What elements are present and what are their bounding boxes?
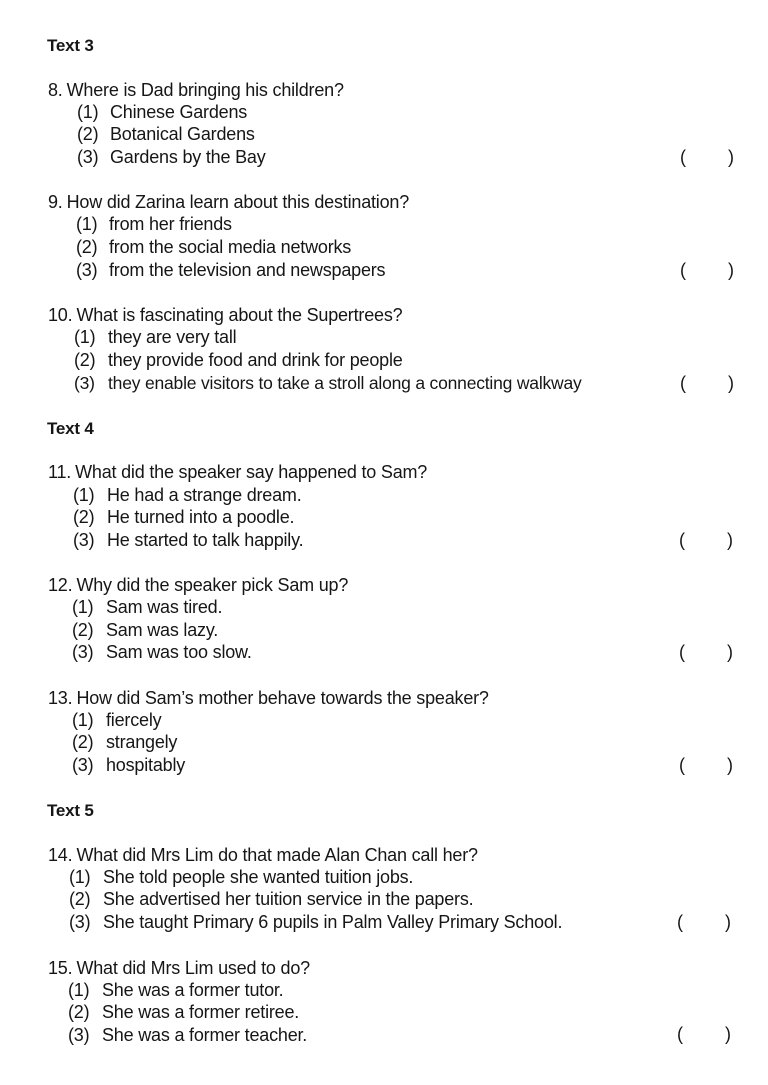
answer-bracket[interactable]: ( ) — [679, 642, 733, 662]
answer-bracket[interactable]: ( ) — [679, 530, 733, 550]
question-number: 14. — [48, 845, 73, 865]
question-line — [48, 957, 310, 979]
question-text: How did Sam’s mother behave towards the speaker? — [76, 688, 489, 708]
question-line — [48, 844, 478, 866]
answer-bracket[interactable]: ( ) — [679, 755, 733, 775]
question-number: 15. — [48, 958, 73, 978]
question-number: 13. — [48, 688, 73, 708]
question-number: 8. — [48, 80, 63, 100]
question-text: What is fascinating about the Supertrees? — [76, 305, 403, 325]
question-text: Why did the speaker pick Sam up? — [76, 575, 349, 595]
section-heading: Text 3 — [47, 36, 94, 55]
question-line — [48, 574, 348, 596]
question-text: What did Mrs Lim used to do? — [76, 958, 310, 978]
answer-bracket[interactable]: ( ) — [680, 373, 734, 393]
worksheet-page: Text 3 8. Where is Dad bringing his children? (1) Chinese Gardens (2) Botanical Gardens (3) Gardens by the Bay ( ) 9. How did Zarina learn about this destination? (1) from her friends (2) from the social media networks (3) from the television and newspapers ( ) 10. What is fascinating about the Supertrees? (1) they are very tall (2) they provide food and drink for people (3) they enable visitors to take a stroll along a connecting walkway ( ) Text 4 11. What did the speaker say happened to Sam? (1) He had a strange dream. (2) He turned into a poodle. (3) He started to talk happily. ( ) 12. Why did the speaker pick Sam up? (1) Sam was tired. (2) Sam was lazy. (3) Sam was too slow. ( ) 13. How did Sam’s mother behave towards the speaker? (1) fiercely (2) strangely (3) hospitably ( ) Text 5 14. What did Mrs Lim do that made Alan Chan call her? (1) She told people she wanted tuition jobs. (2) She advertised her tuition service in the papers. (3) She taught Primary 6 pupils in Palm Valley Primary School. ( ) 15. What did Mrs Lim used to do? (1) She was a former tutor. (2) She was a former retiree. (3) She was a former teacher. ( ) — [47, 36, 734, 1045]
question-number: 9. — [48, 192, 63, 212]
question-text: Where is Dad bringing his children? — [66, 80, 344, 100]
question-number: 12. — [48, 575, 73, 595]
question-number: 10. — [48, 305, 73, 325]
answer-bracket[interactable]: ( ) — [680, 260, 734, 280]
section-heading: Text 4 — [47, 419, 94, 438]
answer-bracket[interactable]: ( ) — [677, 1024, 731, 1044]
question-line — [48, 191, 409, 213]
question-text: How did Zarina learn about this destination? — [66, 192, 410, 212]
question-line — [48, 687, 489, 709]
answer-bracket[interactable]: ( ) — [680, 147, 734, 167]
answer-bracket[interactable]: ( ) — [677, 912, 731, 932]
question-line — [48, 79, 344, 101]
question-line — [48, 461, 427, 483]
question-number: 11. — [48, 462, 72, 482]
section-heading: Text 5 — [47, 801, 94, 820]
question-text: What did Mrs Lim do that made Alan Chan call her? — [76, 845, 478, 865]
question-text: What did the speaker say happened to Sam? — [75, 462, 428, 482]
question-line — [48, 304, 402, 326]
